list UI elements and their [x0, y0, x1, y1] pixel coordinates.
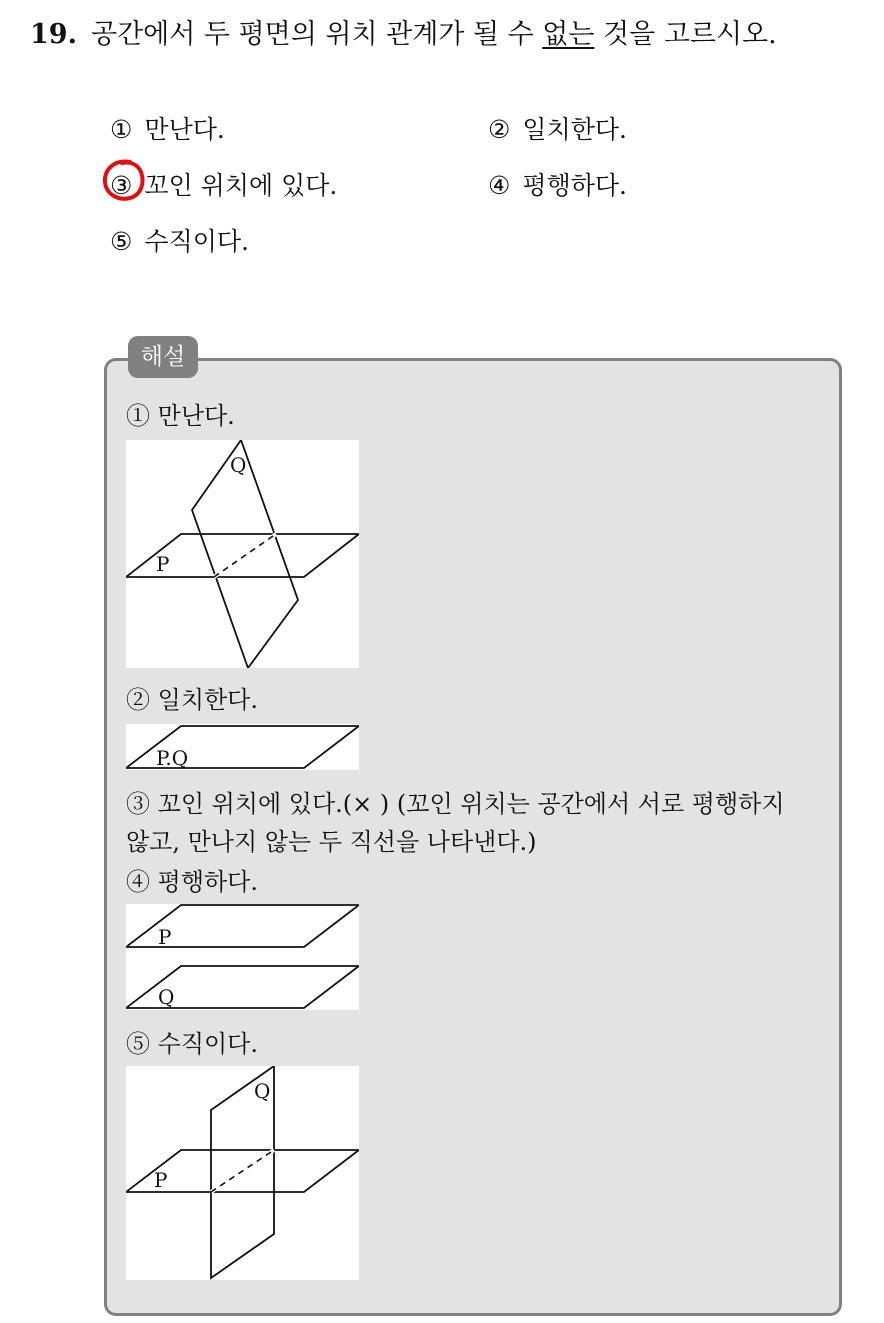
option-2[interactable] — [488, 110, 627, 146]
option-marker: ② — [488, 115, 511, 144]
plane-label-pq: P.Q — [156, 746, 189, 770]
answer-circle-mark — [100, 156, 148, 204]
figure-coincident-planes — [126, 724, 359, 770]
solution-tag: 해설 — [128, 336, 198, 378]
solution-item-3: ③ 꼬인 위치에 있다.(× ) (꼬인 위치는 공간에서 서로 평행하지 — [126, 790, 785, 818]
solution-item-1: ① 만난다. — [126, 402, 235, 430]
option-marker: ③ — [110, 171, 133, 200]
option-text: 평행하다. — [522, 171, 627, 200]
solution-item-4: ④ 평행하다. — [126, 868, 258, 896]
plane-label-p: P — [154, 1168, 168, 1192]
option-5[interactable] — [110, 222, 249, 258]
option-marker: ① — [110, 115, 133, 144]
solution-item-2: ② 일치한다. — [126, 686, 258, 714]
question-text: 공간에서 두 평면의 위치 관계가 될 수 없는 것을 고르시오. — [90, 19, 777, 50]
solution-item-3-cont: 않고, 만나지 않는 두 직선을 나타낸다.) — [126, 828, 537, 856]
solution-item-5: ⑤ 수직이다. — [126, 1030, 258, 1058]
question-number: 19. — [30, 19, 77, 50]
figure-parallel-planes — [126, 904, 359, 1010]
option-text: 일치한다. — [522, 115, 627, 144]
plane-label-q: Q — [230, 453, 247, 477]
option-text: 꼬인 위치에 있다. — [144, 171, 338, 200]
figure-perpendicular-planes — [126, 1066, 359, 1280]
option-marker: ⑤ — [110, 227, 133, 256]
plane-label-q: Q — [254, 1079, 271, 1103]
option-4[interactable] — [488, 166, 627, 202]
plane-label-p: P — [156, 552, 170, 576]
option-text: 수직이다. — [144, 227, 249, 256]
plane-label-q: Q — [158, 985, 175, 1009]
option-1[interactable] — [110, 110, 225, 146]
question-line — [30, 12, 777, 51]
plane-label-p: P — [158, 925, 172, 949]
option-marker: ④ — [488, 171, 511, 200]
underlined-word: 없는 — [542, 19, 595, 50]
option-text: 만난다. — [144, 115, 225, 144]
figure-intersecting-planes — [126, 440, 359, 668]
